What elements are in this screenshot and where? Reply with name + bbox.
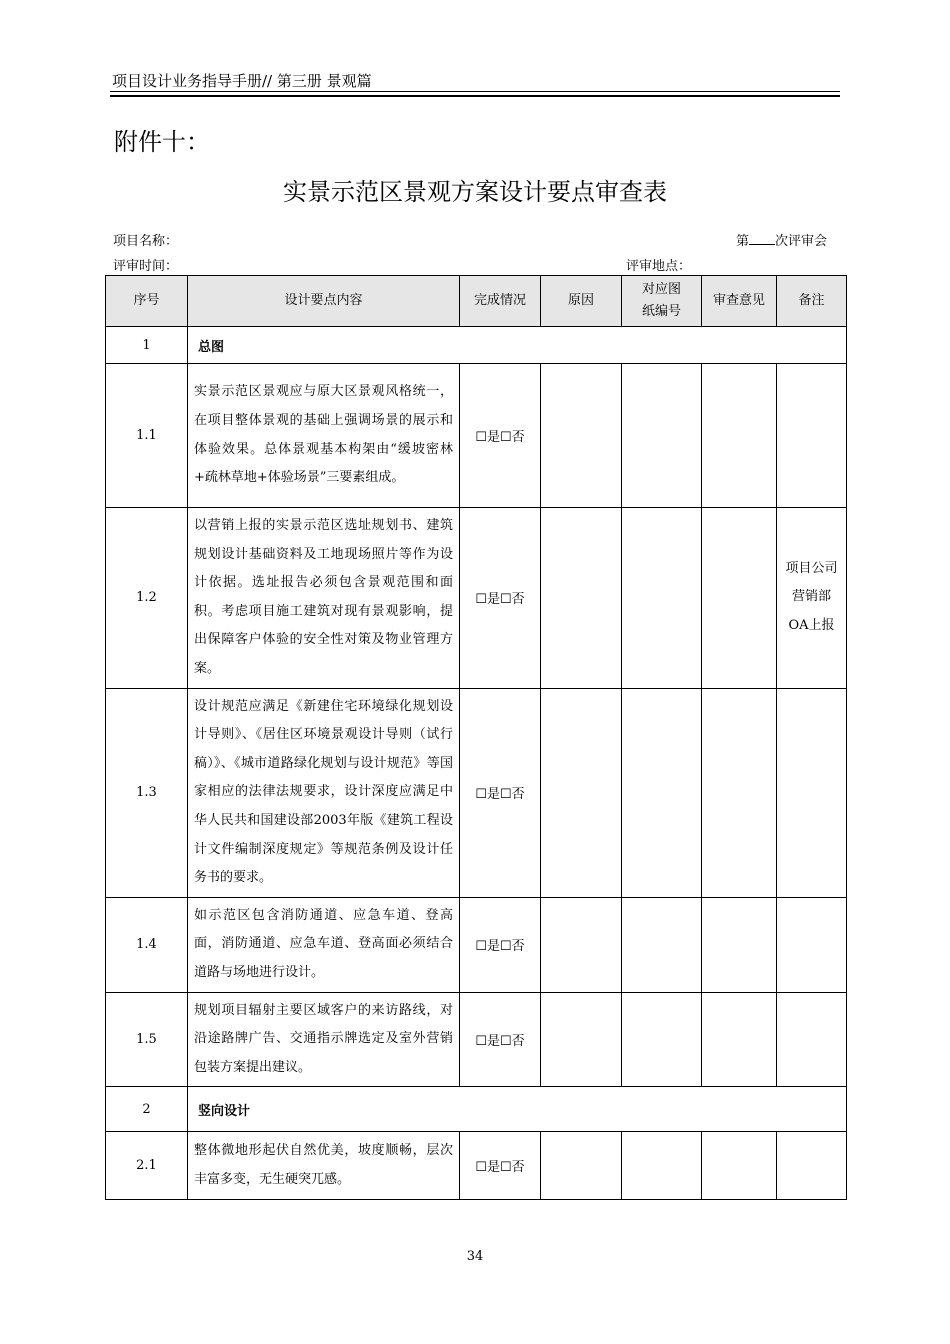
row-drawing[interactable] <box>622 508 702 689</box>
table-row <box>106 897 847 992</box>
row-drawing[interactable] <box>622 688 702 897</box>
header-status: 完成情况 <box>460 276 541 327</box>
row-remark[interactable] <box>777 1132 847 1200</box>
header-seq: 序号 <box>106 276 188 327</box>
review-time-label: 评审时间： <box>113 259 179 274</box>
row-drawing[interactable] <box>622 992 702 1087</box>
row-content: 如示范区包含消防通道、应急车道、登高面，消防通道、应急车道、登高面必须结合道路与场地进行设计。 <box>188 897 460 992</box>
row-opinion[interactable] <box>702 897 777 992</box>
row-content: 规划项目辐射主要区域客户的来访路线，对沿途路牌广告、交通指示牌选定及室外营销包装方案提出建议。 <box>188 992 460 1087</box>
row-drawing[interactable] <box>622 897 702 992</box>
row-content: 设计规范应满足《新建住宅环境绿化规划设计导则》、《居住区环境景观设计导则（试行稿）》、《城市道路绿化规划与设计规范》等国家相应的法律法规要求，设计深度应满足中华人民共和国建设部2003年版《建筑工程设计文件编制深度规定》等规范条例及设计任务书的要求。 <box>188 688 460 897</box>
review-number-suffix: 次评审会 <box>775 234 828 249</box>
table-row <box>106 508 847 689</box>
row-reason[interactable] <box>541 992 622 1087</box>
row-remark[interactable]: 项目公司营销部OA上报 <box>777 508 847 689</box>
row-seq: 1.3 <box>106 688 188 897</box>
header-content: 设计要点内容 <box>188 276 460 327</box>
row-seq: 2 <box>106 1087 188 1132</box>
header-opinion: 审查意见 <box>702 276 777 327</box>
document-title: 实景示范区景观方案设计要点审查表 <box>283 178 667 206</box>
row-drawing[interactable] <box>622 1132 702 1200</box>
row-opinion[interactable] <box>702 364 777 508</box>
row-seq: 1.4 <box>106 897 188 992</box>
header-remark: 备注 <box>777 276 847 327</box>
header-drawing: 对应图纸编号 <box>622 276 702 327</box>
row-status[interactable]: ☐是☐否 <box>460 364 541 508</box>
row-remark[interactable] <box>777 688 847 897</box>
row-content: 以营销上报的实景示范区选址规划书、建筑规划设计基础资料及工地现场照片等作为设计依据。选址报告必须包含景观范围和面积。考虑项目施工建筑对现有景观影响，提出保障客户体验的安全性对策及物业管理方案。 <box>188 508 460 689</box>
header-reason: 原因 <box>541 276 622 327</box>
row-remark[interactable] <box>777 897 847 992</box>
review-number <box>736 230 827 249</box>
review-table <box>105 275 847 1200</box>
row-status[interactable]: ☐是☐否 <box>460 508 541 689</box>
row-reason[interactable] <box>541 508 622 689</box>
header-rule-thick <box>110 95 840 97</box>
header-rule-thin <box>110 91 840 92</box>
row-reason[interactable] <box>541 897 622 992</box>
row-seq: 1.1 <box>106 364 188 508</box>
row-seq: 2.1 <box>106 1132 188 1200</box>
row-seq: 1 <box>106 327 188 364</box>
review-number-prefix: 第 <box>736 234 750 249</box>
row-drawing[interactable] <box>622 364 702 508</box>
row-seq: 1.2 <box>106 508 188 689</box>
page-number: 34 <box>466 1249 484 1264</box>
row-status[interactable]: ☐是☐否 <box>460 688 541 897</box>
section-title: 竖向设计 <box>188 1087 847 1132</box>
appendix-label: 附件十： <box>114 128 210 156</box>
section-row <box>106 1087 847 1132</box>
row-content: 整体微地形起伏自然优美，坡度顺畅，层次丰富多变，无生硬突兀感。 <box>188 1132 460 1200</box>
row-content: 实景示范区景观应与原大区景观风格统一，在项目整体景观的基础上强调场景的展示和体验效果。总体景观基本构架由“缓坡密林+疏林草地+体验场景”三要素组成。 <box>188 364 460 508</box>
row-remark[interactable] <box>777 992 847 1087</box>
row-reason[interactable] <box>541 688 622 897</box>
section-title: 总图 <box>188 327 847 364</box>
row-opinion[interactable] <box>702 992 777 1087</box>
table-row <box>106 688 847 897</box>
review-place-label: 评审地点： <box>626 259 692 274</box>
table-header-row <box>106 276 847 327</box>
section-row <box>106 327 847 364</box>
row-reason[interactable] <box>541 364 622 508</box>
row-opinion[interactable] <box>702 508 777 689</box>
table-row <box>106 364 847 508</box>
row-opinion[interactable] <box>702 1132 777 1200</box>
row-status[interactable]: ☐是☐否 <box>460 897 541 992</box>
row-opinion[interactable] <box>702 688 777 897</box>
row-reason[interactable] <box>541 1132 622 1200</box>
table-row <box>106 992 847 1087</box>
row-status[interactable]: ☐是☐否 <box>460 992 541 1087</box>
review-number-blank <box>749 232 775 245</box>
row-status[interactable]: ☐是☐否 <box>460 1132 541 1200</box>
running-header: 项目设计业务指导手册// 第三册 景观篇 <box>112 72 372 90</box>
row-remark[interactable] <box>777 364 847 508</box>
project-name-label: 项目名称： <box>113 234 179 249</box>
table-row <box>106 1132 847 1200</box>
row-seq: 1.5 <box>106 992 188 1087</box>
